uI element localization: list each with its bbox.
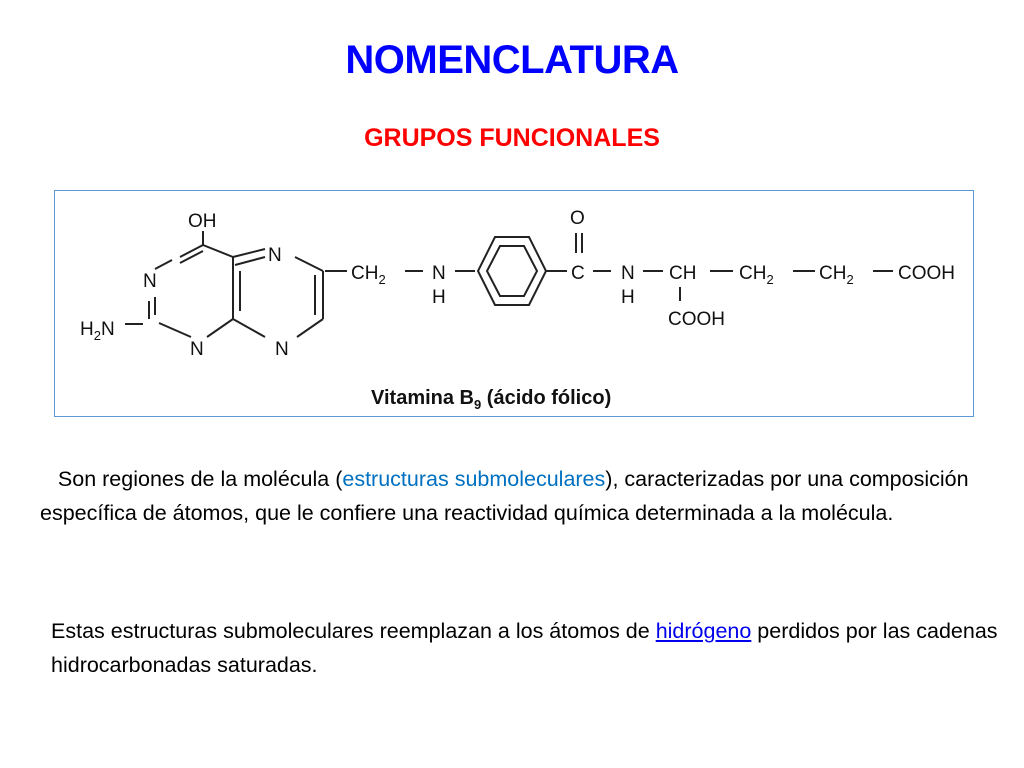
nh-h-label: H xyxy=(432,287,446,308)
nh-n-label: N xyxy=(432,263,446,284)
n-bottom-left-label: N xyxy=(190,339,204,360)
amide-n-label: N xyxy=(621,263,635,284)
n-top-label: N xyxy=(268,245,282,266)
replacement-paragraph xyxy=(51,614,1011,682)
amino-group-label: $H_2N$ xyxy=(80,319,115,343)
cooh-down-label: COOH xyxy=(668,309,725,330)
folic-acid-structure xyxy=(55,191,974,417)
replacement-text-start: Estas estructuras submoleculares reemplazan a los átomos de xyxy=(51,619,656,643)
bonds xyxy=(125,231,893,337)
n-left-label: N xyxy=(143,271,157,292)
ch2-label-3: $CH_2$ xyxy=(819,263,854,287)
definition-paragraph xyxy=(40,462,1010,530)
carbonyl-c-label: C xyxy=(571,263,585,284)
hydrogen-link[interactable]: hidrógeno xyxy=(655,619,752,643)
slide-title: NOMENCLATURA xyxy=(345,38,679,82)
ch-label: CH xyxy=(669,263,697,284)
ch2-label-2: $CH_2$ xyxy=(739,263,774,287)
definition-text-start: Son regiones de la molécula ( xyxy=(57,467,343,491)
highlighted-term: estructuras submoleculares xyxy=(342,467,606,491)
figure-caption: Vitamina $B_9$ (ácido fólico) xyxy=(371,387,612,412)
slide-subtitle: GRUPOS FUNCIONALES xyxy=(364,124,660,152)
carbonyl-o-label: O xyxy=(570,208,585,229)
atom-labels xyxy=(80,208,955,360)
cooh-end-label: COOH xyxy=(898,263,955,284)
oh-label: OH xyxy=(188,211,217,232)
amide-h-label: H xyxy=(621,287,635,308)
replacement-text-end: perdidos por las cadenas hidrocarbonadas saturadas. xyxy=(51,619,998,677)
folic-acid-figure xyxy=(54,190,974,417)
n-bottom-right-label: N xyxy=(275,339,289,360)
ch2-label-1: $CH_2$ xyxy=(351,263,386,287)
definition-text-end: ), caracterizadas por una composición específica de átomos, que le confiere una reactividad química determinada a la molécula. xyxy=(40,467,969,525)
